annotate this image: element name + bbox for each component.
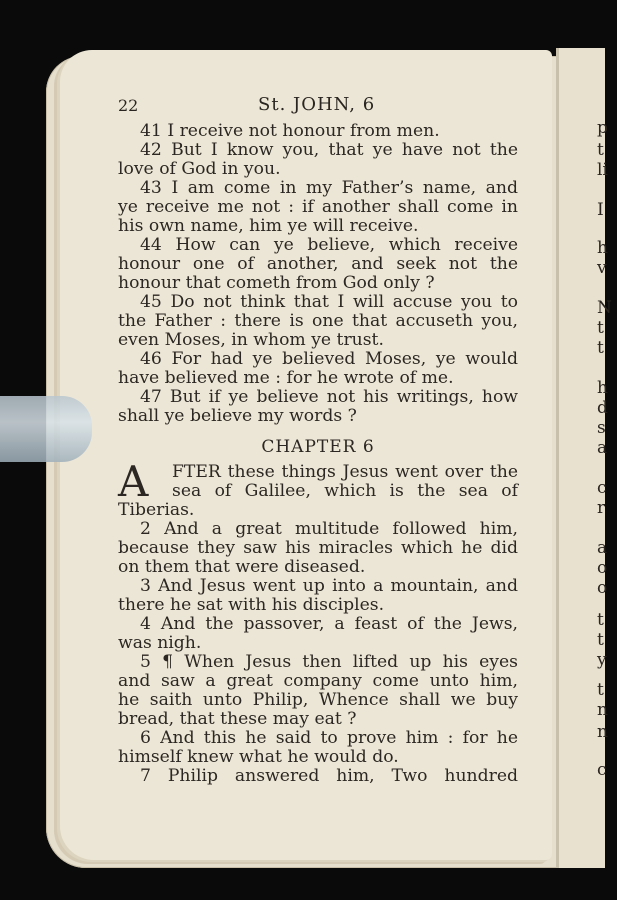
running-title: St. JOHN, 6 bbox=[258, 94, 376, 115]
text-line: he saith unto Philip, Whence shall we buy bbox=[118, 690, 518, 710]
bookmark-ribbon bbox=[0, 396, 92, 462]
text-line: ye receive me not : if another shall come in bbox=[118, 197, 518, 217]
facing-page-fragment: h bbox=[597, 238, 608, 258]
text-line: the Father : there is one that accuseth you, bbox=[118, 311, 518, 331]
text-line: shall ye believe my words ? bbox=[118, 406, 357, 426]
text-line: 45 Do not think that I will accuse you to bbox=[140, 292, 518, 312]
facing-page-fragment: t bbox=[597, 680, 604, 700]
facing-page-fragment: a bbox=[597, 538, 608, 558]
page-text bbox=[118, 122, 518, 786]
text-line: 43 I am come in my Father’s name, and bbox=[140, 178, 518, 198]
facing-page-fragment: o bbox=[597, 558, 608, 578]
facing-page-fragment: p bbox=[597, 118, 608, 138]
text-line: and saw a great company come unto him, bbox=[118, 671, 518, 691]
text-line: on them that were diseased. bbox=[118, 557, 366, 577]
text-line: himself knew what he would do. bbox=[118, 747, 399, 767]
facing-page-fragment: n bbox=[597, 722, 608, 742]
facing-page-fragment: o bbox=[597, 578, 608, 598]
text-line: 3 And Jesus went up into a mountain, and bbox=[140, 576, 518, 596]
text-line: 44 How can ye believe, which receive bbox=[140, 235, 518, 255]
facing-page-fragment: h bbox=[597, 378, 608, 398]
text-line: love of God in you. bbox=[118, 159, 281, 179]
facing-page-fragment: s bbox=[597, 418, 606, 438]
text-line: 7 Philip answered him, Two hundred bbox=[140, 766, 518, 786]
facing-page-edge bbox=[556, 48, 612, 868]
page-number: 22 bbox=[118, 96, 139, 115]
text-line: FTER these things Jesus went over the bbox=[172, 462, 518, 482]
facing-page-fragment: I bbox=[597, 200, 604, 220]
facing-page-fragment: t bbox=[597, 318, 604, 338]
text-line: have believed me : for he wrote of me. bbox=[118, 368, 454, 388]
text-line: there he sat with his disciples. bbox=[118, 595, 385, 615]
facing-page-fragment: N bbox=[597, 298, 612, 318]
text-line: 6 And this he said to prove him : for he bbox=[140, 728, 518, 748]
facing-page-fragment: t bbox=[597, 610, 604, 630]
facing-page-fragment: v bbox=[597, 258, 607, 278]
facing-page-fragment: n bbox=[597, 700, 608, 720]
text-line: sea of Galilee, which is the sea of bbox=[172, 481, 518, 501]
page-header bbox=[118, 94, 516, 118]
text-line: 4 And the passover, a feast of the Jews, bbox=[140, 614, 518, 634]
text-line: bread, that these may eat ? bbox=[118, 709, 357, 729]
text-line: 2 And a great multitude followed him, bbox=[140, 519, 518, 539]
drop-cap: A bbox=[118, 457, 149, 506]
verses-chapter-5 bbox=[118, 122, 518, 426]
text-line: was nigh. bbox=[118, 633, 202, 653]
text-line: 46 For had ye believed Moses, ye would bbox=[140, 349, 518, 369]
text-line: 47 But if ye believe not his writings, how bbox=[140, 387, 518, 407]
facing-page-fragment: d bbox=[597, 398, 608, 418]
text-line: 41 I receive not honour from men. bbox=[140, 121, 440, 141]
text-line: because they saw his miracles which he did bbox=[118, 538, 518, 558]
text-line: Tiberias. bbox=[118, 500, 195, 520]
text-line: even Moses, in whom ye trust. bbox=[118, 330, 384, 350]
facing-page-fragment: c bbox=[597, 760, 607, 780]
facing-page-fragment: a bbox=[597, 438, 608, 458]
facing-page-fragment: t bbox=[597, 140, 604, 160]
facing-page-fragment: t bbox=[597, 630, 604, 650]
facing-page-fragment: t bbox=[597, 338, 604, 358]
chapter-heading: CHAPTER 6 bbox=[261, 437, 375, 457]
text-line: 5 ¶ When Jesus then lifted up his eyes bbox=[140, 652, 518, 672]
facing-page-fragment: r bbox=[597, 498, 606, 518]
facing-page-fragment: li bbox=[597, 160, 608, 180]
text-line: honour one of another, and seek not the bbox=[118, 254, 518, 274]
facing-page-fragment: y bbox=[597, 650, 607, 670]
facing-page-fragment: c bbox=[597, 478, 607, 498]
text-line: 42 But I know you, that ye have not the bbox=[140, 140, 518, 160]
text-line: honour that cometh from God only ? bbox=[118, 273, 435, 293]
text-line: his own name, him ye will receive. bbox=[118, 216, 419, 236]
chapter-6-text bbox=[118, 457, 518, 786]
